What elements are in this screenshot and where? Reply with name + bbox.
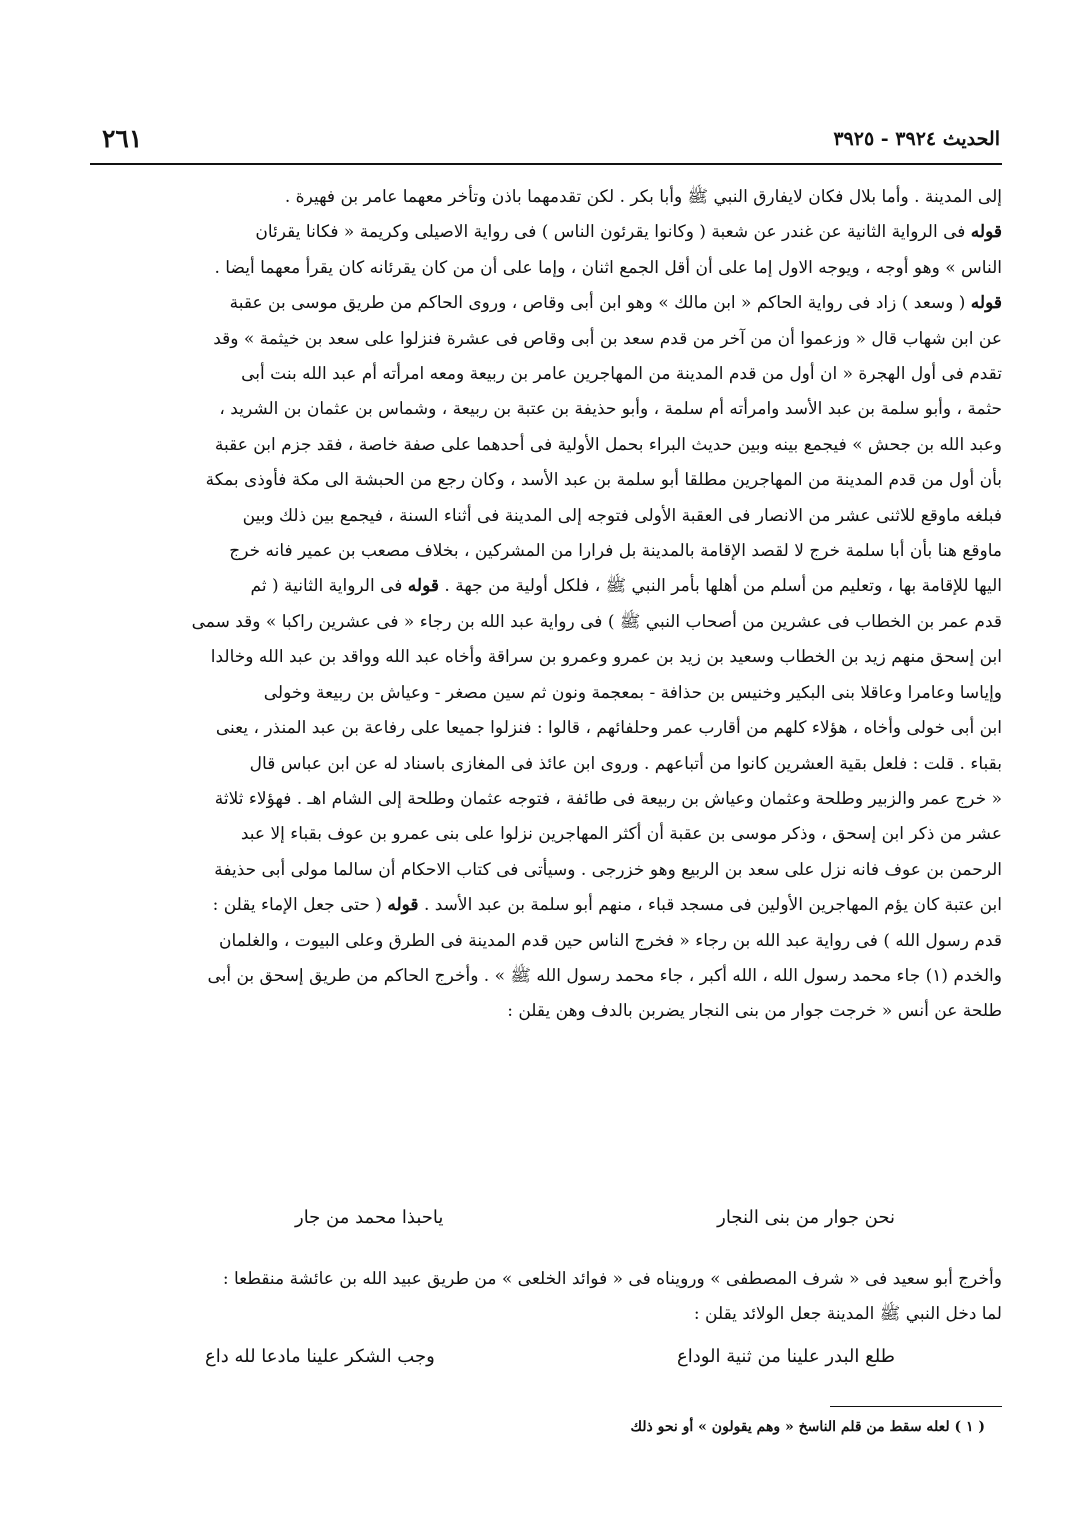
text-line: ماوقع هنا بأن أبا سلمة خرج لا لقصد الإقامة بالمدينة بل فرارا من المشركين ، بخلاف مصعب بن عمير فانه خرج <box>229 541 1002 562</box>
text-line: ابن أبى خولى وأخاه ، هؤلاء كلهم من أقارب عمر وحلفائهم ، قالوا : فنزلوا جميعا على رفاعة بن عبد المنذر ، يعنى <box>215 718 1002 739</box>
text-line: قدم رسول الله ) فى رواية عبد الله بن رجاء « فخرج الناس حين قدم المدينة فى الطرق وعلى البيوت ، والغلمان <box>219 930 1002 951</box>
verse-second-hemistich: وجب الشكر علينا مادعا لله داع <box>205 1346 435 1367</box>
commentary-text-continued <box>98 1262 1002 1333</box>
qawluhu-marker: قوله <box>407 576 439 597</box>
verse-first-hemistich: نحن جوار من بنى النجار <box>717 1207 895 1228</box>
header-rule <box>90 163 1002 165</box>
verse-second-hemistich: ياحبذا محمد من جار <box>295 1207 444 1228</box>
text-line: تقدم فى أول الهجرة « ان أول من قدم المدينة من المهاجرين عامر بن ربيعة ومعه امرأته أم عبد الله بنت أبى <box>241 364 1002 385</box>
page-header <box>90 124 1000 162</box>
text-line: قدم عمر بن الخطاب فى عشرين من أصحاب النبي ﷺ ) فى رواية عبد الله بن رجاء « فى عشرين راكبا » وقد سمى <box>191 611 1002 632</box>
text-line: بأن أول من قدم المدينة من المهاجرين مطلقا أبو سلمة بن عبد الأسد ، وكان رجع من الحبشة الى مكة فأوذى بمكة <box>205 470 1002 491</box>
qawluhu-marker: قوله <box>387 895 419 916</box>
text-span: ابن عتبة كان يؤم المهاجرين الأولين فى مسجد قباء ، منهم أبو سلمة بن عبد الأسد . <box>423 895 1002 916</box>
text-line: الناس » وهو أوجه ، ويوجه الاول إما على أن أقل الجمع اثنان ، وإما على أن من كان يقرئانه كان يقرأ معهما أيضا . <box>214 257 1002 278</box>
text-line <box>98 888 1002 923</box>
text-span: فى الرواية الثانية عن غندر عن شعبة ( وكانوا يقرئون الناس ) فى رواية الاصيلى وكريمة « فكانا يقرئان <box>255 222 966 243</box>
footnote: ( ١ ) لعله سقط من قلم الناسخ « وهم يقولون » أو نحو ذلك <box>630 1419 985 1435</box>
footnote-rule <box>830 1406 1002 1407</box>
text-line: وأخرج أبو سعيد فى « شرف المصطفى » ورويناه فى « فوائد الخلعى » من طريق عبيد الله بن عائشة منقطعا : <box>222 1269 1002 1289</box>
text-line: إلى المدينة . وأما بلال فكان لايفارق النبي ﷺ وأبا بكر . لكن تقدمهما باذن وتأخر معهما عامر بن فهيرة . <box>284 187 1002 207</box>
text-line: الرحمن بن عوف فانه نزل على سعد بن الربيع وهو خزرجى . وسيأتى فى كتاب الاحكام أن سالما مولى أبى حذيفة <box>214 859 1002 880</box>
text-line: طلحة عن أنس « خرجت جوار من بنى النجار يضربن بالدف وهن يقلن : <box>507 1001 1002 1022</box>
text-line: ابن إسحق منهم زيد بن الخطاب وسعيد بن زيد بن عمرو وعمرو بن سراقة وأخاه عبد الله وواقد بن عبد الله وخالدا <box>210 647 1002 668</box>
hadith-numbers: الحديث ٣٩٢٤ - ٣٩٢٥ <box>833 128 1000 150</box>
text-line: وعبد الله بن جحش » فيجمع بينه وبين حديث البراء بحمل الأولية فى أحدهما على صفة خاصة ، فقد جزم ابن عقبة <box>214 434 1002 455</box>
text-line: وإياسا وعامرا وعاقلا بنى البكير وخنيس بن حذافة - بمعجمة ونون ثم سين مصغر - وعياش بن ربيعة وخولى <box>263 682 1002 703</box>
text-span: اليها للإقامة بها ، وتعليم من أسلم من أهلها بأمر النبي ﷺ ، فلكل أولية من جهة . <box>444 576 1002 597</box>
text-line: فبلغه ماوقع للاثنى عشر من الانصار فى العقبة الأولى فتوجه إلى المدينة فى أثناء السنة ، فيجمع بين ذلك وبين <box>242 505 1002 526</box>
page-number: ٢٦١ <box>102 124 143 153</box>
text-span: ( حتى جعل الإماء يقلن : <box>212 895 382 916</box>
text-line <box>98 215 1002 250</box>
text-line: بقباء . قلت : فلعل بقية العشرين كانوا من أتباعهم . وروى ابن عائذ فى المغازى باسناد له عن ابن عباس قال <box>249 753 1002 774</box>
text-line: والخدم (١) جاء محمد رسول الله ، الله أكبر ، جاء محمد رسول الله ﷺ » . وأخرج الحاكم من طريق إسحق بن أبى <box>207 965 1002 986</box>
qawluhu-marker: قوله <box>970 222 1002 243</box>
text-span: فى الرواية الثانية ( ثم <box>250 576 403 597</box>
text-line <box>98 569 1002 604</box>
text-line: لما دخل النبي ﷺ المدينة جعل الولائد يقلن : <box>693 1304 1002 1325</box>
text-line: حثمة ، وأبو سلمة بن عبد الأسد وامرأته أم سلمة ، وأبو حذيفة بن عتبة بن ربيعة ، وشماس بن عثمان بن الشريد ، <box>219 399 1002 420</box>
commentary-text <box>98 180 1002 1030</box>
text-line <box>98 286 1002 321</box>
verse-first-hemistich: طلع البدر علينا من ثنية الوداع <box>677 1346 895 1367</box>
qawluhu-marker: قوله <box>970 293 1002 314</box>
text-line: عن ابن شهاب قال « وزعموا أن من آخر من قدم سعد بن أبى وقاص فى عشرة فنزلوا على سعد بن خيثمة » وقد <box>213 328 1002 349</box>
text-line: عشر من ذكر ابن إسحق ، وذكر موسى بن عقبة أن أكثر المهاجرين نزلوا على بنى عمرو بن عوف بقباء إلا عبد <box>240 824 1002 845</box>
text-line: « خرج عمر والزبير وطلحة وعثمان وعياش بن ربيعة فى طائفة ، فتوجه عثمان وطلحة إلى الشام اهـ . فهؤلاء ثلاثة <box>214 788 1002 809</box>
text-span: ( وسعد ) زاد فى رواية الحاكم « ابن مالك » وهو ابن أبى وقاص ، وروى الحاكم من طريق موسى بن عقبة <box>229 293 966 314</box>
